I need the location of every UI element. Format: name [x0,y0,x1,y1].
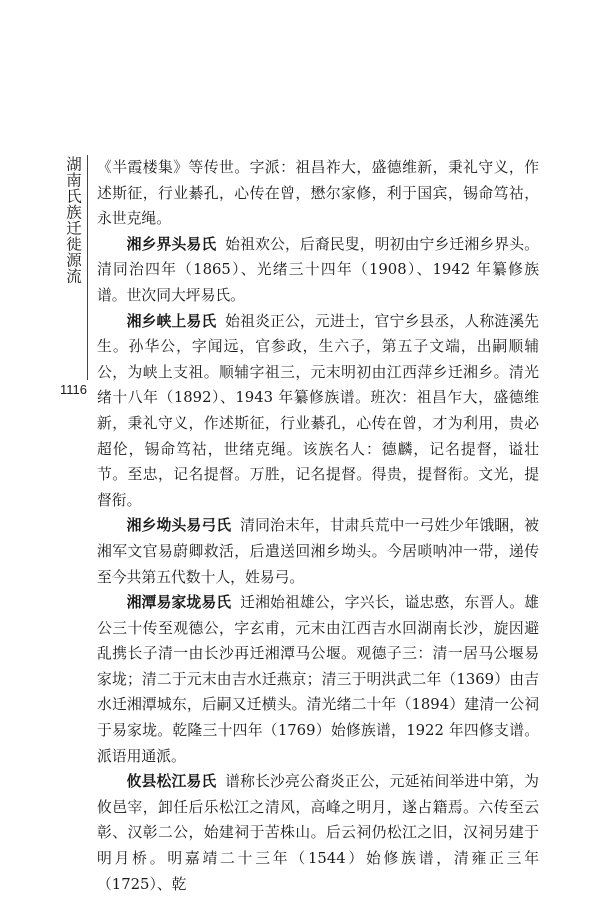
clan-heading: 湘潭易家垅易氏 [126,594,232,612]
paragraph [97,513,539,590]
clan-heading: 湘乡界头易氏 [126,235,217,253]
page-number: 1116 [60,382,87,397]
paragraph-text: 始祖炎正公，元进士，官宁乡县丞，人称涟溪先生。孙华公，字闻远，官参政，生六子，第五子文端，出嗣顺辅公，为峡上支祖。顺辅字祖三，元末明初由江西萍乡迁湘乡。清光绪十八年（1892）、1943 年纂修族谱。班次：祖昌乍大，盛德维新，秉礼守义，作述斯征，行业綦孔，心传在曾，才为利用，贵必超伦，锡命笃祜，世绪克绳。该族名人：德麟，记名提督，谥壮节。至忠，记名提督。万胜，记名提督。得贵，提督衔。文光，提督衔。 [97,312,539,509]
paragraph [97,590,539,769]
paragraph-text: 迁湘始祖雄公，字兴长，谥忠憨，东晋人。雄公三十传至观德公，字玄甫，元末由江西吉水回湖南长沙，旋因避乱携长子清一由长沙再迁湘潭马公堰。观德子三：清一居马公堰易家垅；清二于元末由吉水迁燕京；清三于明洪武二年（1369）由吉水迁湘潭城东，后嗣又迁横头。清光绪二十年（1894）建清一公祠于易家垅。乾隆三十四年（1769）始修族谱，1922 年四修支谱。派语用通派。 [97,594,539,765]
paragraph [97,232,539,309]
clan-heading: 湘乡坳头易弓氏 [126,517,232,535]
paragraph-text: 《半霞楼集》等传世。字派：祖昌祚大，盛德维新，秉礼守义，作述斯征，行业綦孔，心传在曾，懋尔家修，利于国宾，锡命笃祜，永世克绳。 [97,159,539,228]
paragraph-text: 清同治末年，甘肃兵荒中一弓姓少年饿睏，被湘军文官易蔚卿救活，后遣送回湘乡坳头。今居唢呐冲一带，递传至今共第五代数十人，姓易弓。 [97,517,539,586]
clan-heading: 湘乡峡上易氏 [126,312,217,330]
clan-heading: 攸县松江易氏 [126,773,217,791]
margin-rule [87,155,88,380]
body-text [97,155,539,897]
margin-book-title: 湖南氏族迁徙源流 [64,156,82,284]
paragraph-text: 始祖欢公，后裔民叟，明初由宁乡迁湘乡界头。清同治四年（1865）、光绪三十四年（1908）、1942 年纂修族谱。世次同大坪易氏。 [97,235,539,304]
paragraph [97,155,539,232]
paragraph-text: 谱称长沙亮公裔炎正公，元延祐间举进中第，为攸邑宰，卸任后乐松江之清风，高峰之明月，遂占籍焉。六传至云彰、汉彰二公，始建祠于苦株山。后云祠仍松江之旧，汉祠另建于明月桥。明嘉靖二十三年（1544）始修族谱，清雍正三年（1725）、乾 [97,773,539,893]
paragraph [97,309,539,514]
paragraph [97,769,539,897]
